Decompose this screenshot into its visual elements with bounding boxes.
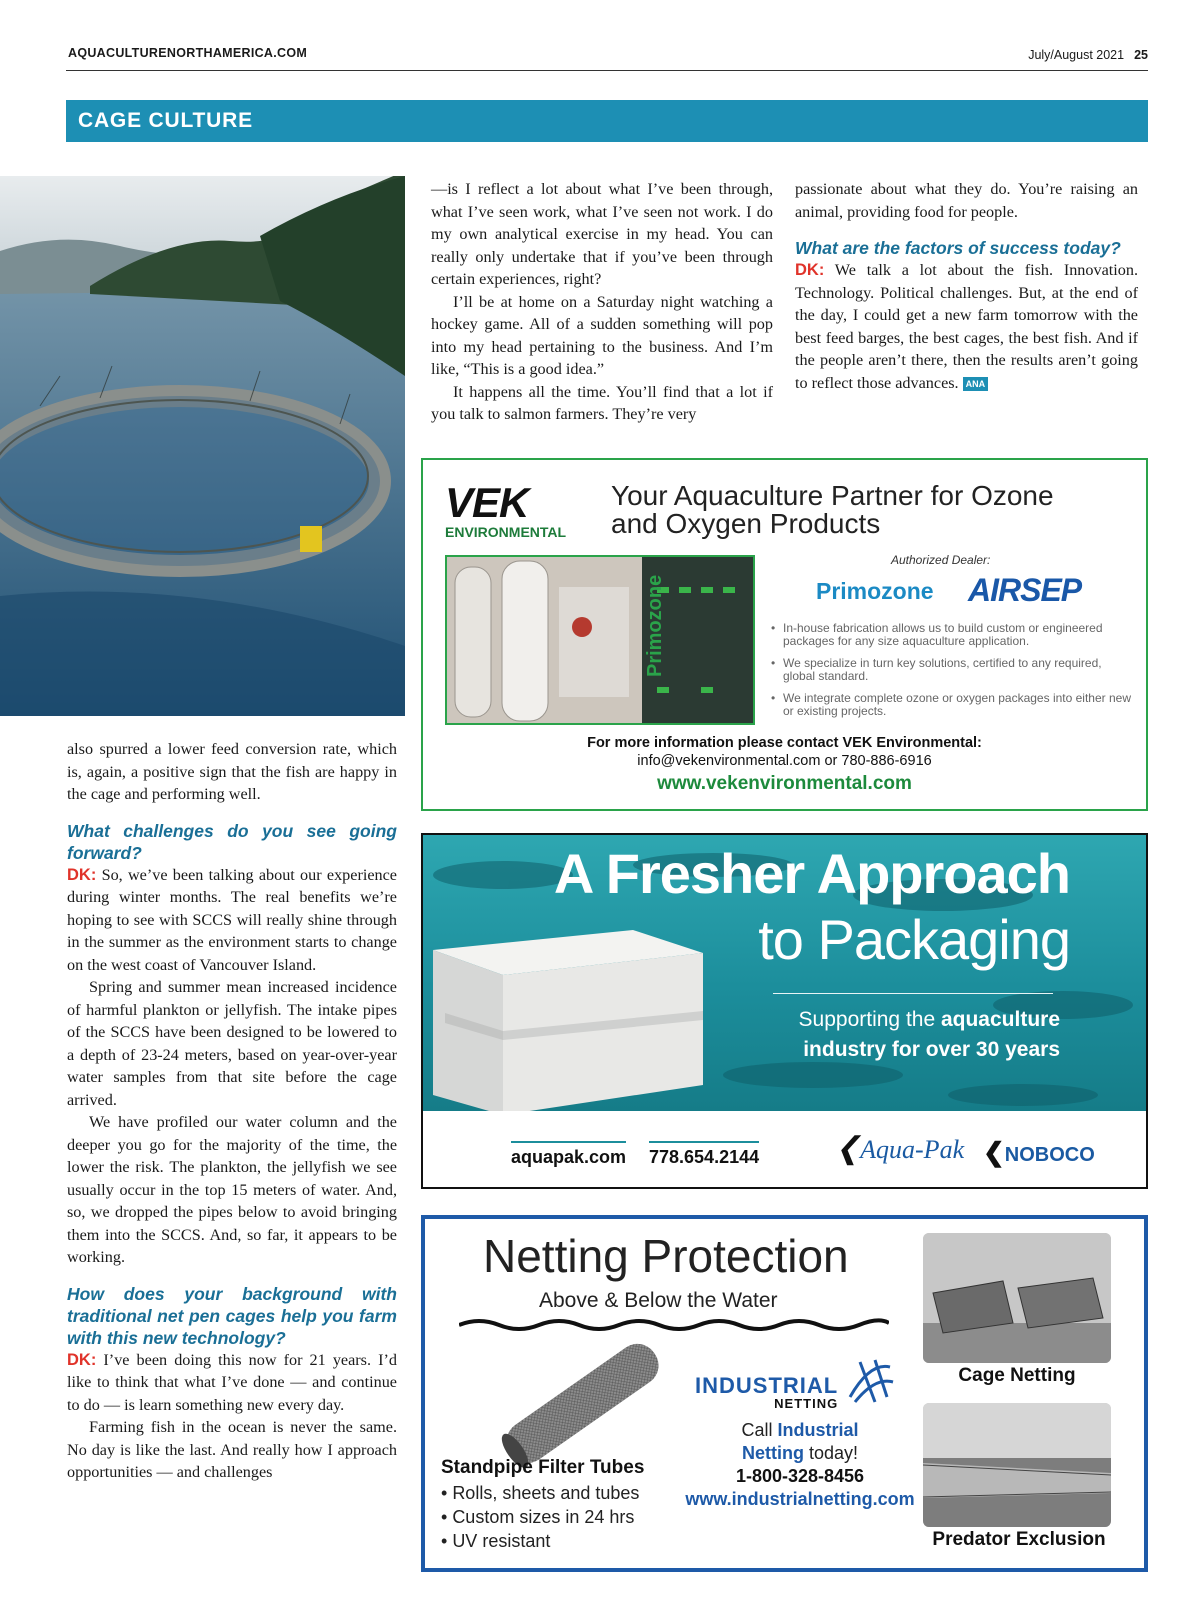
end-mark-logo: ANA <box>963 377 989 391</box>
aquapak-headline-line1: A Fresher Approach <box>553 842 1070 905</box>
aquapak-tagline <box>799 1005 1060 1065</box>
fish-icon: ❮ <box>835 1132 861 1165</box>
question-heading: What are the factors of success today? <box>795 238 1121 258</box>
vek-headline-line2: and Oxygen Products <box>611 508 881 539</box>
aquapak-headline-line2: to Packaging <box>758 908 1070 971</box>
paragraph: It happens all the time. You’ll find that a lot if you talk to salmon farmers. They’re very <box>431 382 773 423</box>
fish-icon: ❮ <box>983 1137 1005 1167</box>
answer-text: We talk a lot about the fish. Innovation. Technology. Political challenges. But, at the end of the day, I could get a new farm tomorrow with the best feed barges, the best cages, the best fish. And if the people aren’t there, then the results aren’t going to reflect those advances. <box>795 261 1138 392</box>
netting-feature: • Custom sizes in 24 hrs <box>441 1507 635 1527</box>
predator-exclusion-photo <box>923 1403 1111 1527</box>
vek-contact-line1: For more information please contact VEK Environmental: <box>587 735 982 751</box>
netting-feature: • Rolls, sheets and tubes <box>441 1483 640 1503</box>
section-title: CAGE CULTURE <box>78 109 253 132</box>
speaker-label: DK: <box>67 865 97 884</box>
answer-paragraph <box>67 864 397 977</box>
filter-tube-image <box>485 1339 675 1469</box>
primozone-photo-label: Primozone <box>644 574 666 677</box>
answer-paragraph <box>795 259 1138 394</box>
page-number: 25 <box>1134 48 1148 62</box>
netting-headline: Netting Protection <box>483 1230 849 1282</box>
industrial-netting-advertisement[interactable] <box>421 1215 1148 1572</box>
issue-info <box>1028 48 1148 62</box>
netting-product-title: Standpipe Filter Tubes <box>441 1457 645 1478</box>
issue-date: July/August 2021 <box>1028 48 1125 62</box>
vek-bullet-list <box>771 622 1131 718</box>
aquapak-banner <box>423 835 1146 1111</box>
aquapak-phone[interactable]: 778.654.2144 <box>649 1141 759 1168</box>
aquapak-advertisement[interactable] <box>421 833 1148 1189</box>
aquapak-website-link[interactable]: aquapak.com <box>511 1141 626 1168</box>
vek-headline <box>611 482 1054 538</box>
aquapak-logo: ❮Aqua-Pak <box>835 1132 965 1165</box>
airsep-logo: AIRSEP <box>968 572 1082 608</box>
cage-netting-caption: Cage Netting <box>958 1365 1076 1386</box>
section-band <box>66 100 1148 142</box>
netting-subtitle: Above & Below the Water <box>539 1289 778 1312</box>
vek-logo-sub: ENVIRONMENTAL <box>445 524 567 540</box>
answer-paragraph <box>67 1349 397 1417</box>
cage-netting-photo <box>923 1233 1111 1363</box>
netting-feature: • UV resistant <box>441 1531 551 1551</box>
vek-contact <box>423 734 1146 770</box>
paragraph: I’ll be at home on a Saturday night watching a hockey game. All of a sudden something will pop into my head pertaining to the business. And I’m like, “This is a good idea.” <box>431 292 773 378</box>
paragraph: Spring and summer mean increased incidence of harmful plankton or jellyfish. The intake pipes of the SCCS have been designed to be lowered to a depth of 23-24 meters, based on year-over-year water samples from that site before the cage arrived. <box>67 978 397 1109</box>
vek-bullet: • In-house fabrication allows us to build custom or engineered packages for any size aquaculture application. <box>771 621 1103 648</box>
question-heading: How does your background with traditional net pen cages help you farm with this new technology? <box>67 1283 397 1348</box>
vek-equipment-photo <box>445 555 755 725</box>
vek-advertisement[interactable] <box>421 458 1148 811</box>
vek-contact-line2[interactable]: info@vekenvironmental.com or 780-886-6916 <box>637 753 932 769</box>
netting-call-to-action: Call Industrial Netting today! 1-800-328-8456 www.industrialnetting.com <box>675 1419 925 1511</box>
header-rule <box>66 70 1148 71</box>
net-globe-icon <box>845 1357 895 1407</box>
vek-bullet: • We integrate complete ozone or oxygen packages into either new or existing projects. <box>771 691 1131 718</box>
vek-logo-text: VEK <box>445 479 529 526</box>
aquapak-tagline-line2: industry for over 30 years <box>803 1038 1060 1061</box>
column-1 <box>67 738 397 1484</box>
vek-bullet: • We specialize in turn key solutions, certified to any required, global standard. <box>771 656 1102 683</box>
paragraph: —is I reflect a lot about what I’ve been through, what I’ve seen work, what I’ve seen not work. I do my own analytical exercise in my head. You can really only undertake that if you’ve been through certain experiences, right? <box>431 180 773 288</box>
netting-website-link[interactable]: www.industrialnetting.com <box>685 1489 915 1509</box>
site-name: AQUACULTURENORTHAMERICA.COM <box>68 46 308 60</box>
noboco-logo: ❮NOBOCO <box>983 1137 1095 1167</box>
divider-line <box>773 993 1053 994</box>
fish-farm-photo <box>0 176 405 716</box>
column-3 <box>795 178 1138 394</box>
aquapak-tagline-line1: Supporting the aquaculture <box>798 1008 1060 1031</box>
speaker-label: DK: <box>67 1350 97 1369</box>
paragraph: also spurred a lower feed conversion rate, which is, again, a positive sign that the fish are happy in the cage and performing well. <box>67 740 397 803</box>
industrial-netting-logo: INDUSTRIAL NETTING <box>695 1373 839 1411</box>
speaker-label: DK: <box>795 261 825 279</box>
vek-headline-line1: Your Aquaculture Partner for Ozone <box>611 480 1054 511</box>
paragraph: We have profiled our water column and the deeper you go for the majority of the time, the lower the risk. The plankton, the jellyfish we see usually occur in the top 15 meters of water. And, so, we dropped the pipes below to avoid bringing them into the SCCS. And, so far, it appears to be working. <box>67 1113 397 1266</box>
vek-website-link[interactable]: www.vekenvironmental.com <box>657 773 912 794</box>
authorized-dealer-label: Authorized Dealer: <box>891 553 991 567</box>
netting-phone[interactable]: 1-800-328-8456 <box>735 1466 865 1486</box>
paragraph: passionate about what they do. You’re raising an animal, providing food for people. <box>795 180 1138 221</box>
question-heading: What challenges do you see going forward? <box>67 820 397 863</box>
wave-divider <box>459 1317 889 1331</box>
netting-feature-list <box>441 1481 639 1553</box>
aquapak-headline <box>554 841 1070 973</box>
paragraph: Farming fish in the ocean is never the same. No day is like the last. And really how I approach opportunities — and challenges <box>67 1418 397 1481</box>
answer-text: I’ve been doing this now for 21 years. I’d like to think that what I’ve done — and continue to do — is learn something new every day. <box>67 1350 397 1414</box>
answer-text: So, we’ve been talking about our experience during winter months. The real benefits we’re hoping to see with SCCS will really shine through in the summer as the environment starts to change on the west coast of Vancouver Island. <box>67 865 397 974</box>
predator-exclusion-caption: Predator Exclusion <box>932 1529 1106 1550</box>
vek-logo <box>445 479 567 540</box>
column-2 <box>431 178 773 426</box>
primozone-logo: Primozone <box>816 578 934 604</box>
